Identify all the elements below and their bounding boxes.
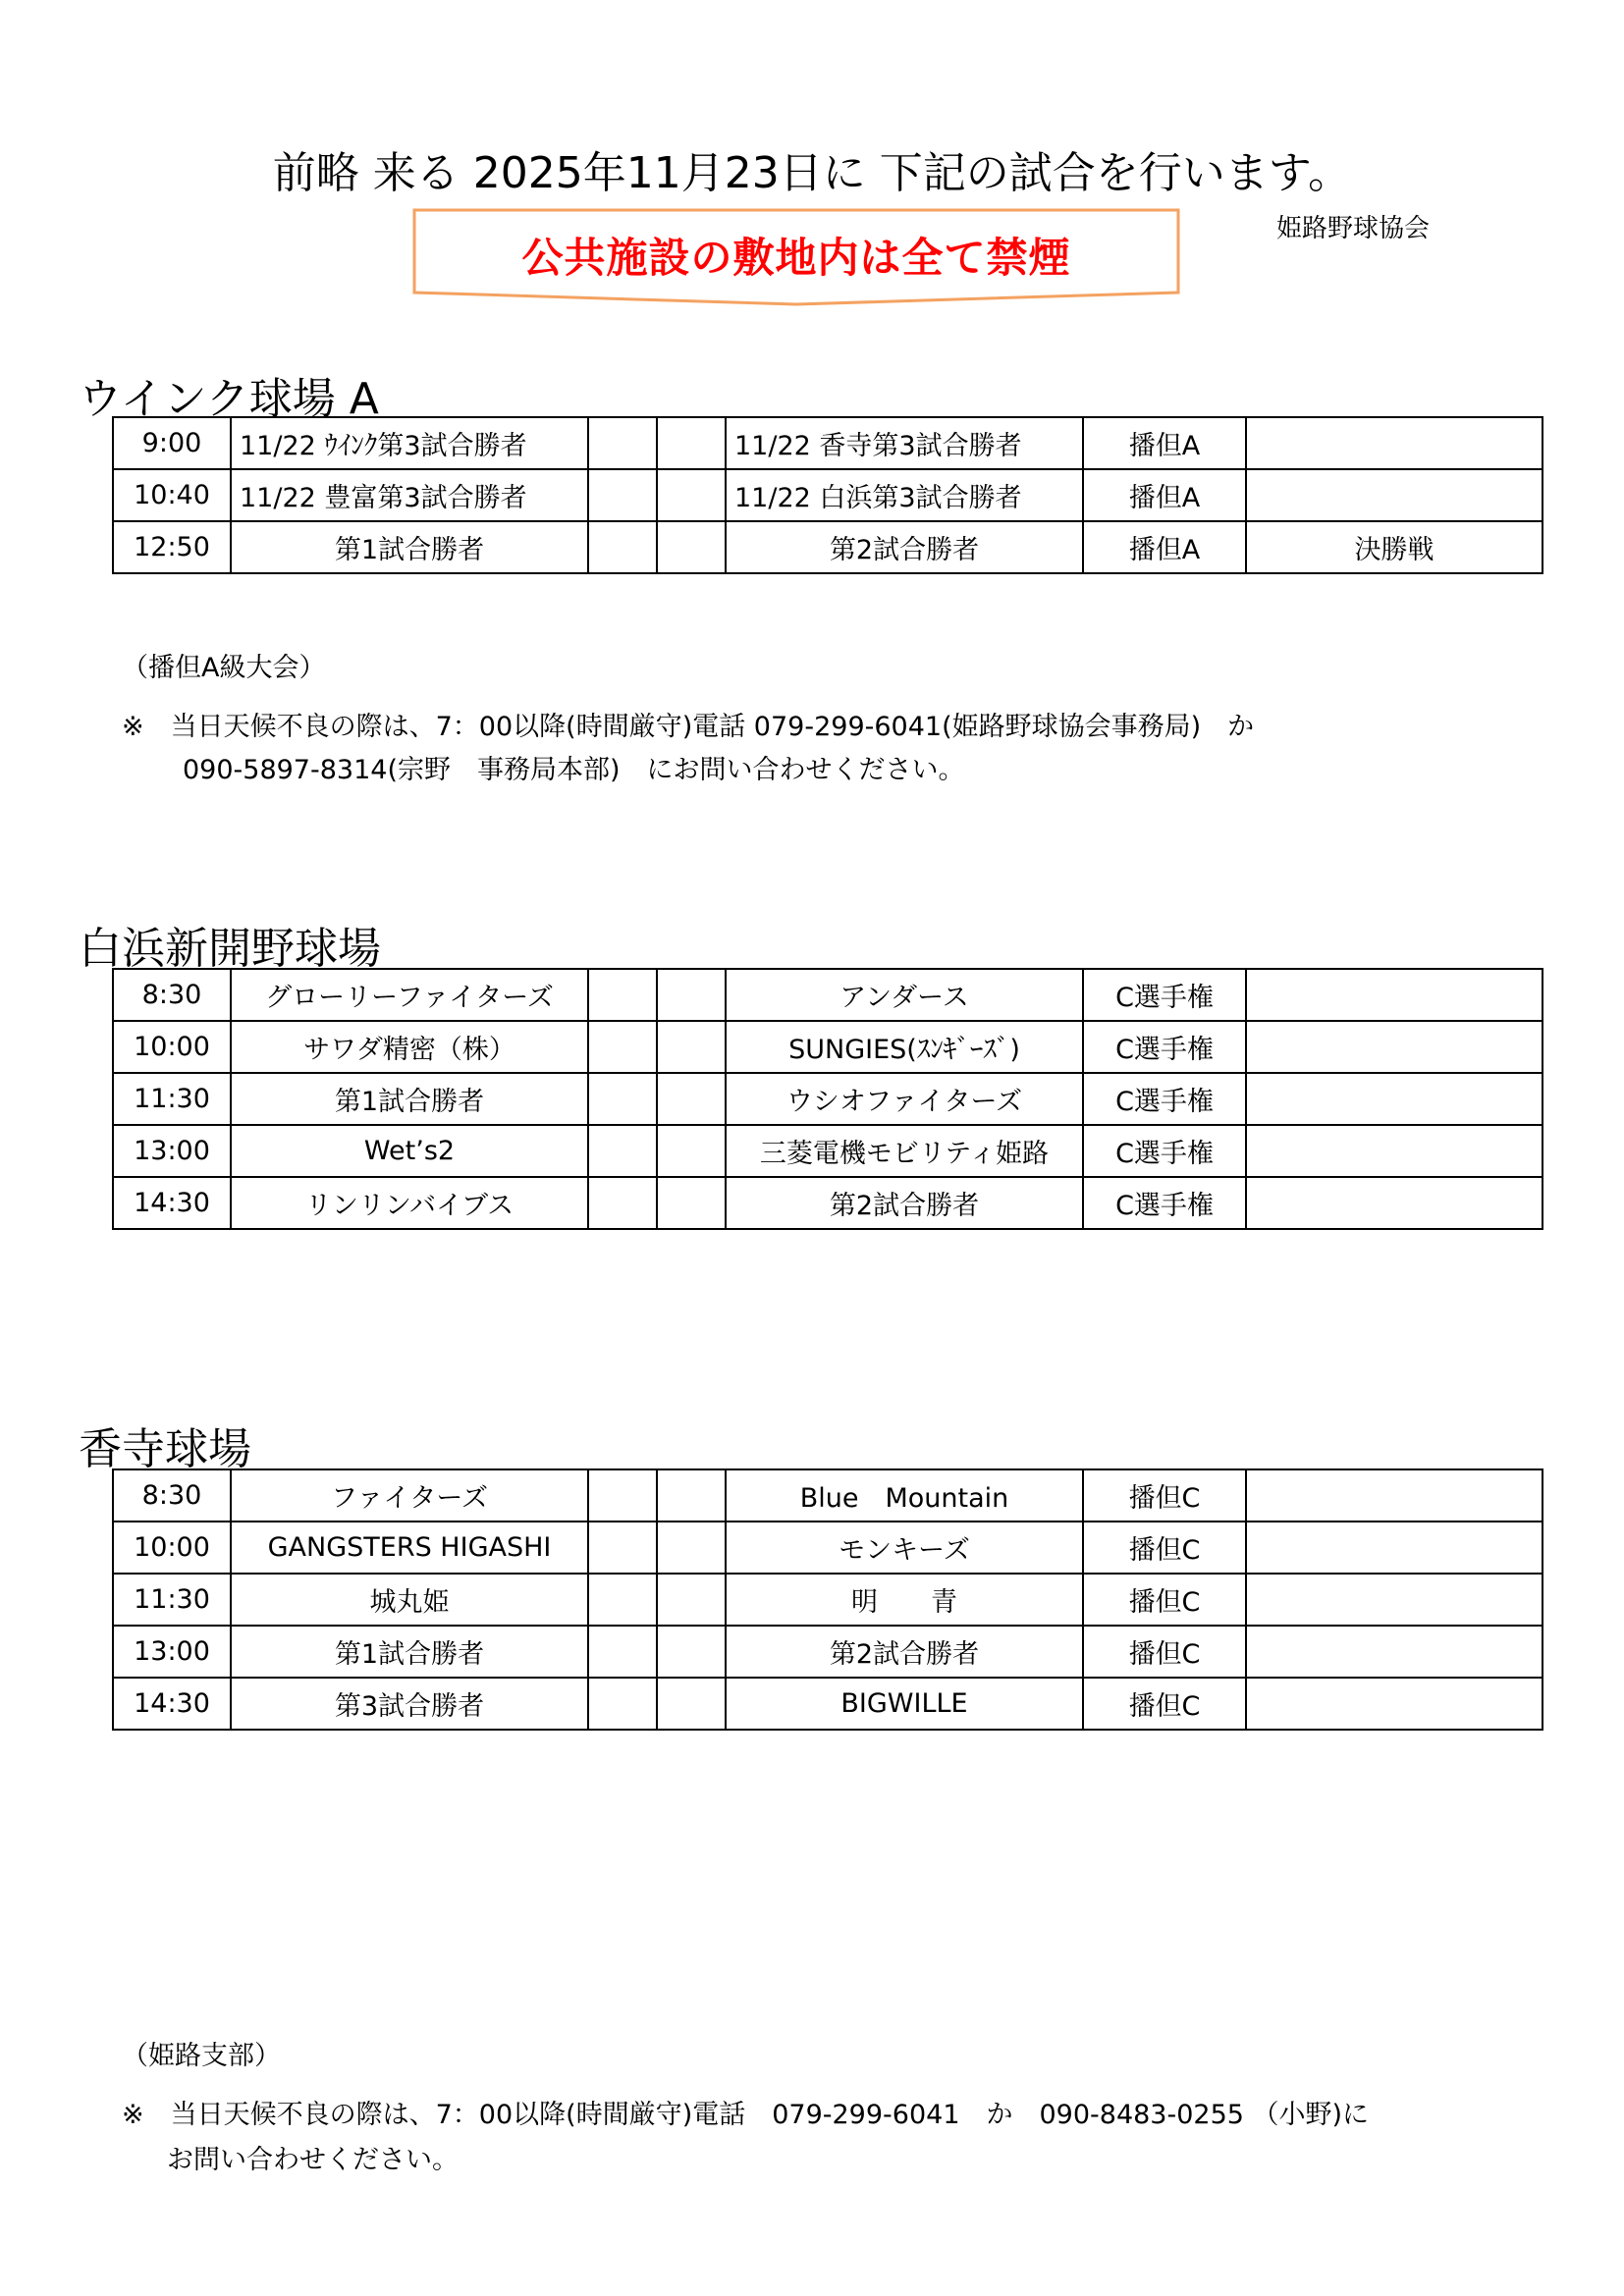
time-cell: 11:30	[113, 1574, 231, 1626]
score2-cell	[657, 969, 726, 1021]
note-cell	[1246, 1021, 1543, 1073]
note-cell	[1246, 1626, 1543, 1678]
score1-cell	[588, 1522, 657, 1574]
table-row	[113, 1678, 1543, 1730]
page-headline: 前略 来る 2025年11月23日に 下記の試合を行います。	[272, 148, 1352, 198]
team1-cell: 城丸姫	[231, 1574, 588, 1626]
himeji-note-line2: お問い合わせください。	[167, 2145, 459, 2175]
time-cell: 10:00	[113, 1021, 231, 1073]
note-cell	[1246, 969, 1543, 1021]
team2-cell: SUNGIES(ｽﾝｷﾞｰｽﾞ)	[726, 1021, 1083, 1073]
team2-cell: 第2試合勝者	[726, 521, 1083, 573]
team2-cell: ウシオファイターズ	[726, 1073, 1083, 1125]
team1-cell: Wet’s2	[231, 1125, 588, 1177]
score2-cell	[657, 1073, 726, 1125]
note-cell	[1246, 417, 1543, 469]
table-row	[113, 1177, 1543, 1229]
division-cell: 播但A	[1083, 521, 1246, 573]
score2-cell	[657, 1522, 726, 1574]
score1-cell	[588, 1469, 657, 1522]
division-cell: C選手権	[1083, 1073, 1246, 1125]
division-cell: C選手権	[1083, 969, 1246, 1021]
time-cell: 14:30	[113, 1177, 231, 1229]
division-cell: 播但A	[1083, 417, 1246, 469]
table-row	[113, 521, 1543, 573]
score2-cell	[657, 417, 726, 469]
division-cell: 播但C	[1083, 1678, 1246, 1730]
division-cell: C選手権	[1083, 1021, 1246, 1073]
schedule-table	[112, 1468, 1543, 1731]
team1-cell: 第3試合勝者	[231, 1678, 588, 1730]
table-row	[113, 1574, 1543, 1626]
score1-cell	[588, 1574, 657, 1626]
table-row	[113, 1522, 1543, 1574]
team1-cell: 11/22 豊富第3試合勝者	[231, 469, 588, 521]
team2-cell: 第2試合勝者	[726, 1626, 1083, 1678]
table-row	[113, 1073, 1543, 1125]
note-cell	[1246, 1177, 1543, 1229]
division-cell: 播但C	[1083, 1469, 1246, 1522]
himeji-note-line1: ※ 当日天候不良の際は、7：00以降(時間厳守)電話 079-299-6041 か 090-8483-0255 （小野)に	[122, 2100, 1370, 2130]
score2-cell	[657, 1469, 726, 1522]
team2-cell: 第2試合勝者	[726, 1177, 1083, 1229]
time-cell: 8:30	[113, 1469, 231, 1522]
team2-cell: 11/22 白浜第3試合勝者	[726, 469, 1083, 521]
table-row	[113, 1626, 1543, 1678]
score2-cell	[657, 1574, 726, 1626]
banta-note-line1: ※ 当日天候不良の際は、7：00以降(時間厳守)電話 079-299-6041(姫路野球協会事務局) か	[122, 712, 1255, 742]
score1-cell	[588, 1177, 657, 1229]
score2-cell	[657, 1626, 726, 1678]
division-cell: C選手権	[1083, 1125, 1246, 1177]
note-cell	[1246, 1469, 1543, 1522]
schedule-table	[112, 968, 1543, 1230]
note-cell	[1246, 1125, 1543, 1177]
score1-cell	[588, 1125, 657, 1177]
score1-cell	[588, 1021, 657, 1073]
division-cell: 播但C	[1083, 1522, 1246, 1574]
score1-cell	[588, 469, 657, 521]
note-cell	[1246, 469, 1543, 521]
score1-cell	[588, 1626, 657, 1678]
score2-cell	[657, 469, 726, 521]
organization-name: 姫路野球協会	[1276, 214, 1431, 243]
score2-cell	[657, 1177, 726, 1229]
score2-cell	[657, 1021, 726, 1073]
score1-cell	[588, 969, 657, 1021]
team1-cell: 第1試合勝者	[231, 521, 588, 573]
banta-note-line2: 090-5897-8314(宗野 事務局本部) にお問い合わせください。	[183, 755, 965, 785]
table-row	[113, 1021, 1543, 1073]
division-cell: C選手権	[1083, 1177, 1246, 1229]
team2-cell: アンダース	[726, 969, 1083, 1021]
team1-cell: グローリーファイターズ	[231, 969, 588, 1021]
team1-cell: GANGSTERS HIGASHI	[231, 1522, 588, 1574]
time-cell: 13:00	[113, 1125, 231, 1177]
time-cell: 9:00	[113, 417, 231, 469]
note-cell	[1246, 1574, 1543, 1626]
team1-cell: 第1試合勝者	[231, 1626, 588, 1678]
note-cell	[1246, 1522, 1543, 1574]
venue-title: 香寺球場	[79, 1424, 251, 1474]
team1-cell: ファイターズ	[231, 1469, 588, 1522]
team2-cell: モンキーズ	[726, 1522, 1083, 1574]
schedule-table	[112, 416, 1543, 574]
score2-cell	[657, 1125, 726, 1177]
time-cell: 13:00	[113, 1626, 231, 1678]
note-cell: 決勝戦	[1246, 521, 1543, 573]
table-row	[113, 469, 1543, 521]
himeji-label: （姫路支部）	[122, 2041, 281, 2071]
team1-cell: 第1試合勝者	[231, 1073, 588, 1125]
venue-title: 白浜新開野球場	[79, 924, 381, 974]
score2-cell	[657, 1678, 726, 1730]
table-row	[113, 1125, 1543, 1177]
team2-cell: Blue Mountain	[726, 1469, 1083, 1522]
division-cell: 播但C	[1083, 1626, 1246, 1678]
note-cell	[1246, 1073, 1543, 1125]
team2-cell: 11/22 香寺第3試合勝者	[726, 417, 1083, 469]
division-cell: 播但A	[1083, 469, 1246, 521]
score1-cell	[588, 417, 657, 469]
time-cell: 10:40	[113, 469, 231, 521]
score1-cell	[588, 1678, 657, 1730]
no-smoking-banner	[412, 208, 1180, 306]
time-cell: 12:50	[113, 521, 231, 573]
table-row	[113, 969, 1543, 1021]
venue-title: ウインク球場 A	[79, 374, 379, 424]
score1-cell	[588, 1073, 657, 1125]
team2-cell: BIGWILLE	[726, 1678, 1083, 1730]
division-cell: 播但C	[1083, 1574, 1246, 1626]
note-cell	[1246, 1678, 1543, 1730]
banta-label: （播但A級大会）	[122, 653, 326, 683]
team1-cell: サワダ精密（株）	[231, 1021, 588, 1073]
score2-cell	[657, 521, 726, 573]
time-cell: 14:30	[113, 1678, 231, 1730]
team1-cell: リンリンバイブス	[231, 1177, 588, 1229]
team1-cell: 11/22 ｳｲﾝｸ第3試合勝者	[231, 417, 588, 469]
score1-cell	[588, 521, 657, 573]
time-cell: 8:30	[113, 969, 231, 1021]
team2-cell: 三菱電機モビリティ姫路	[726, 1125, 1083, 1177]
time-cell: 10:00	[113, 1522, 231, 1574]
table-row	[113, 417, 1543, 469]
table-row	[113, 1469, 1543, 1522]
time-cell: 11:30	[113, 1073, 231, 1125]
team2-cell: 明 青	[726, 1574, 1083, 1626]
banner-text: 公共施設の敷地内は全て禁煙	[521, 234, 1071, 282]
